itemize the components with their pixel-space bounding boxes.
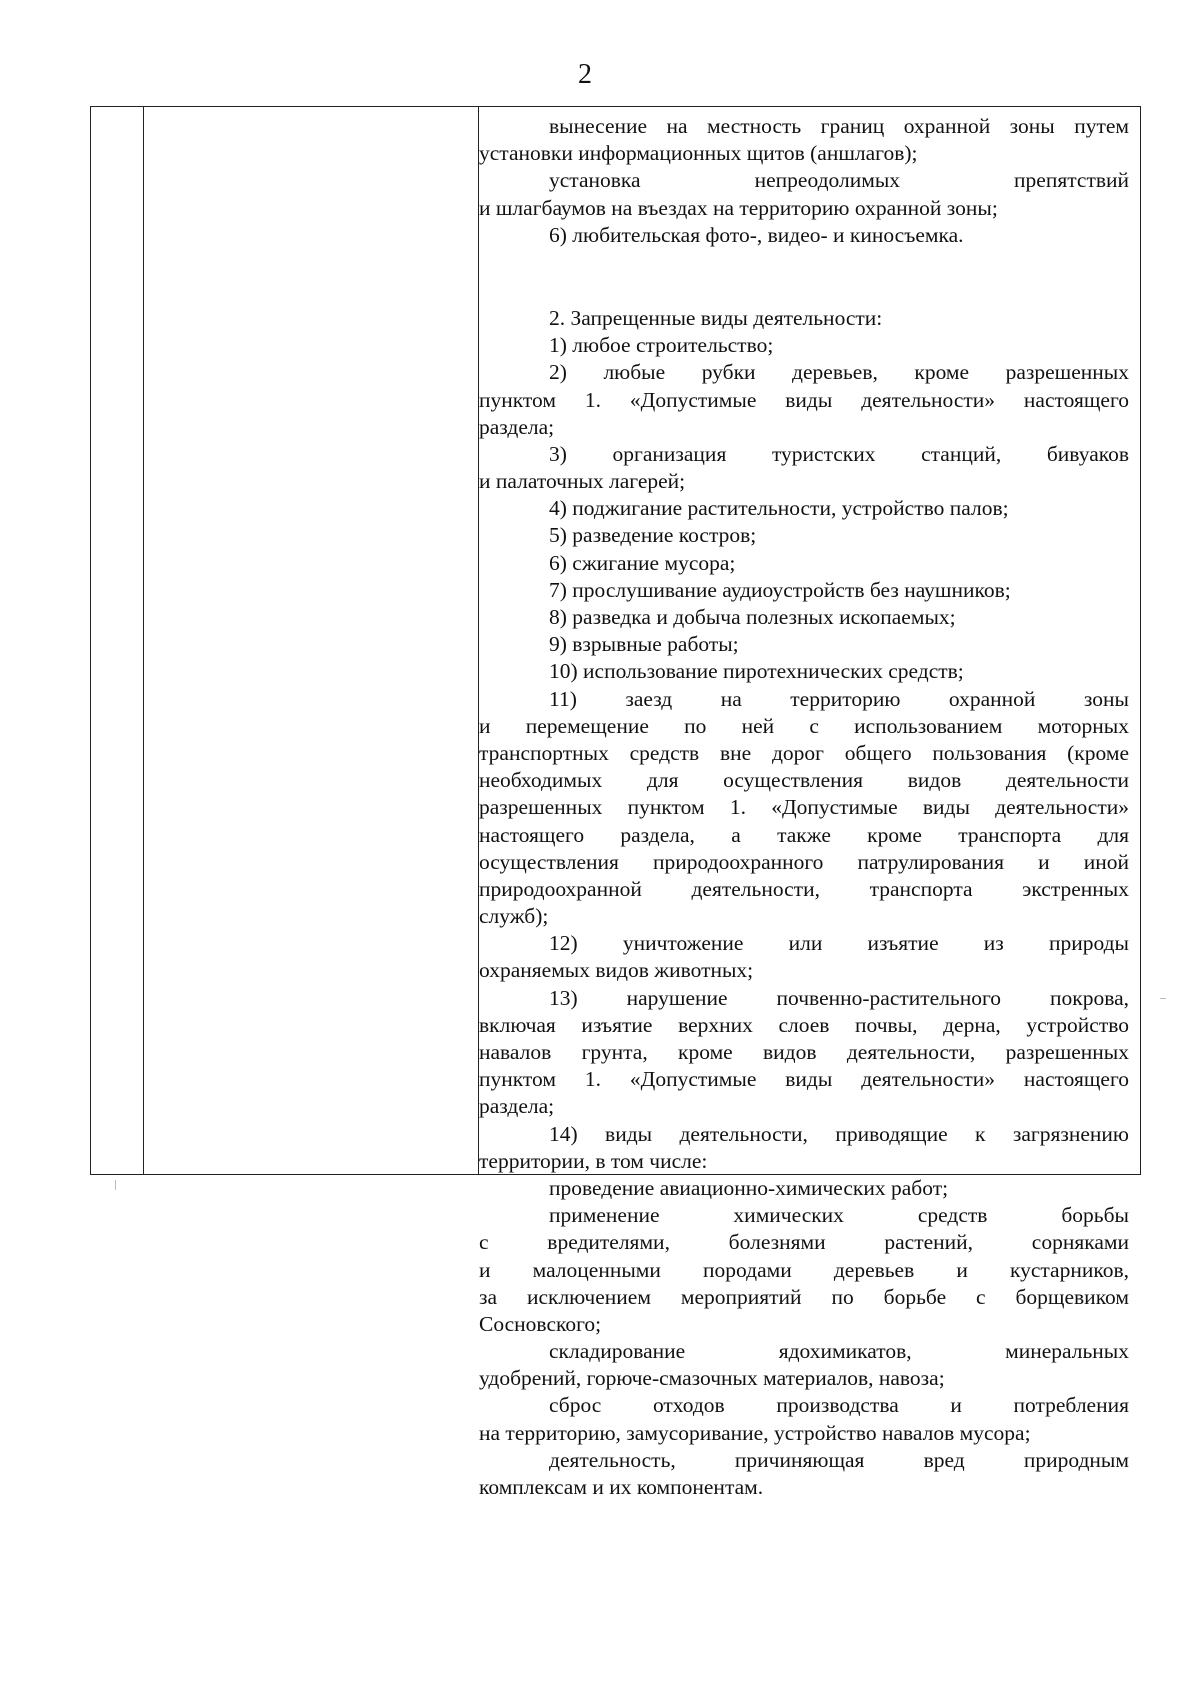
paragraph-gap: [479, 249, 1129, 305]
text-line: установка непреодолимых препятствий: [549, 168, 1129, 193]
text-line: природоохранной деятельности, транспорта экстренных: [479, 876, 1129, 901]
text-line: установки информационных щитов (аншлагов);: [479, 141, 918, 166]
document-table: [90, 106, 1141, 1499]
text-line: 12) уничтожение или изъятие из природы: [549, 931, 1129, 956]
text-line: территории, в том числе:: [479, 1148, 708, 1173]
text-line: включая изъятие верхних слоев почвы, дерна, устройство: [479, 1012, 1129, 1037]
text-line: транспортных средств вне дорог общего пользования (кроме: [479, 740, 1129, 765]
text-line: удобрений, горюче-смазочных материалов, навоза;: [479, 1366, 945, 1391]
text-line: с вредителями, болезнями растений, сорняками: [479, 1230, 1129, 1255]
text-line: 6) сжигание мусора;: [549, 550, 736, 575]
text-line: и малоценными породами деревьев и кустарников,: [479, 1257, 1129, 1282]
text-line: 6) любительская фото-, видео- и киносъемка.: [549, 222, 964, 247]
text-line: 10) использование пиротехнических средств;: [549, 659, 964, 684]
text-line: применение химических средств борьбы: [549, 1203, 1129, 1228]
text-line: складирование ядохимикатов, минеральных: [549, 1339, 1129, 1364]
text-line: необходимых для осуществления видов деятельности: [479, 768, 1129, 793]
text-line: пунктом 1. «Допустимые виды деятельности» настоящего: [479, 1067, 1129, 1092]
text-line: вынесение на местность границ охранной зоны путем: [549, 114, 1129, 138]
text-line: и перемещение по ней с использованием моторных: [479, 713, 1129, 738]
text-line: Сосновского;: [479, 1311, 602, 1336]
text-line: пунктом 1. «Допустимые виды деятельности» настоящего: [479, 387, 1129, 412]
text-line: служб);: [479, 904, 549, 929]
text-line: 13) нарушение почвенно-растительного покрова,: [549, 985, 1129, 1010]
text-line: охраняемых видов животных;: [479, 958, 754, 983]
text-line: 14) виды деятельности, приводящие к загрязнению: [549, 1121, 1129, 1146]
text-line: 11) заезд на территорию охранной зоны: [549, 686, 1129, 711]
column-divider: [143, 107, 144, 1174]
scan-artifact: [1160, 998, 1166, 999]
text-line: 2) любые рубки деревьев, кроме разрешенных: [549, 360, 1129, 385]
text-line: 1) любое строительство;: [549, 333, 774, 358]
text-line: 9) взрывные работы;: [549, 632, 739, 657]
text-line: на территорию, замусоривание, устройство навалов мусора;: [479, 1420, 1031, 1445]
text-line: 4) поджигание растительности, устройство палов;: [549, 496, 1009, 521]
scan-artifact: [115, 1180, 116, 1190]
text-line: раздела;: [479, 414, 555, 439]
section-heading: 2. Запрещенные виды деятельности:: [549, 305, 883, 330]
text-line: проведение авиационно-химических работ;: [549, 1175, 949, 1200]
text-line: навалов грунта, кроме видов деятельности, разрешенных: [479, 1040, 1129, 1064]
text-line: раздела;: [479, 1094, 555, 1119]
text-line: 5) разведение костров;: [549, 523, 757, 548]
text-line: разрешенных пунктом 1. «Допустимые виды деятельности»: [479, 795, 1129, 820]
text-line: 8) разведка и добыча полезных ископаемых;: [549, 605, 956, 629]
text-line: 7) прослушивание аудиоустройств без наушников;: [549, 577, 1011, 602]
text-line: и палаточных лагерей;: [479, 469, 686, 494]
text-line: и шлагбаумов на въездах на территорию охранной зоны;: [479, 195, 998, 220]
text-line: осуществления природоохранного патрулирования и иной: [479, 849, 1129, 874]
page-number: 2: [578, 59, 592, 90]
table-cell-text: [479, 113, 1129, 1501]
text-line: 3) организация туристских станций, бивуаков: [549, 441, 1129, 466]
text-line: за исключением мероприятий по борьбе с борщевиком: [479, 1284, 1129, 1309]
text-line: настоящего раздела, а также кроме транспорта для: [479, 822, 1129, 847]
text-line: сброс отходов производства и потребления: [549, 1393, 1129, 1418]
text-line: деятельность, причиняющая вред природным: [549, 1447, 1129, 1472]
text-line: комплексам и их компонентам.: [479, 1475, 764, 1499]
